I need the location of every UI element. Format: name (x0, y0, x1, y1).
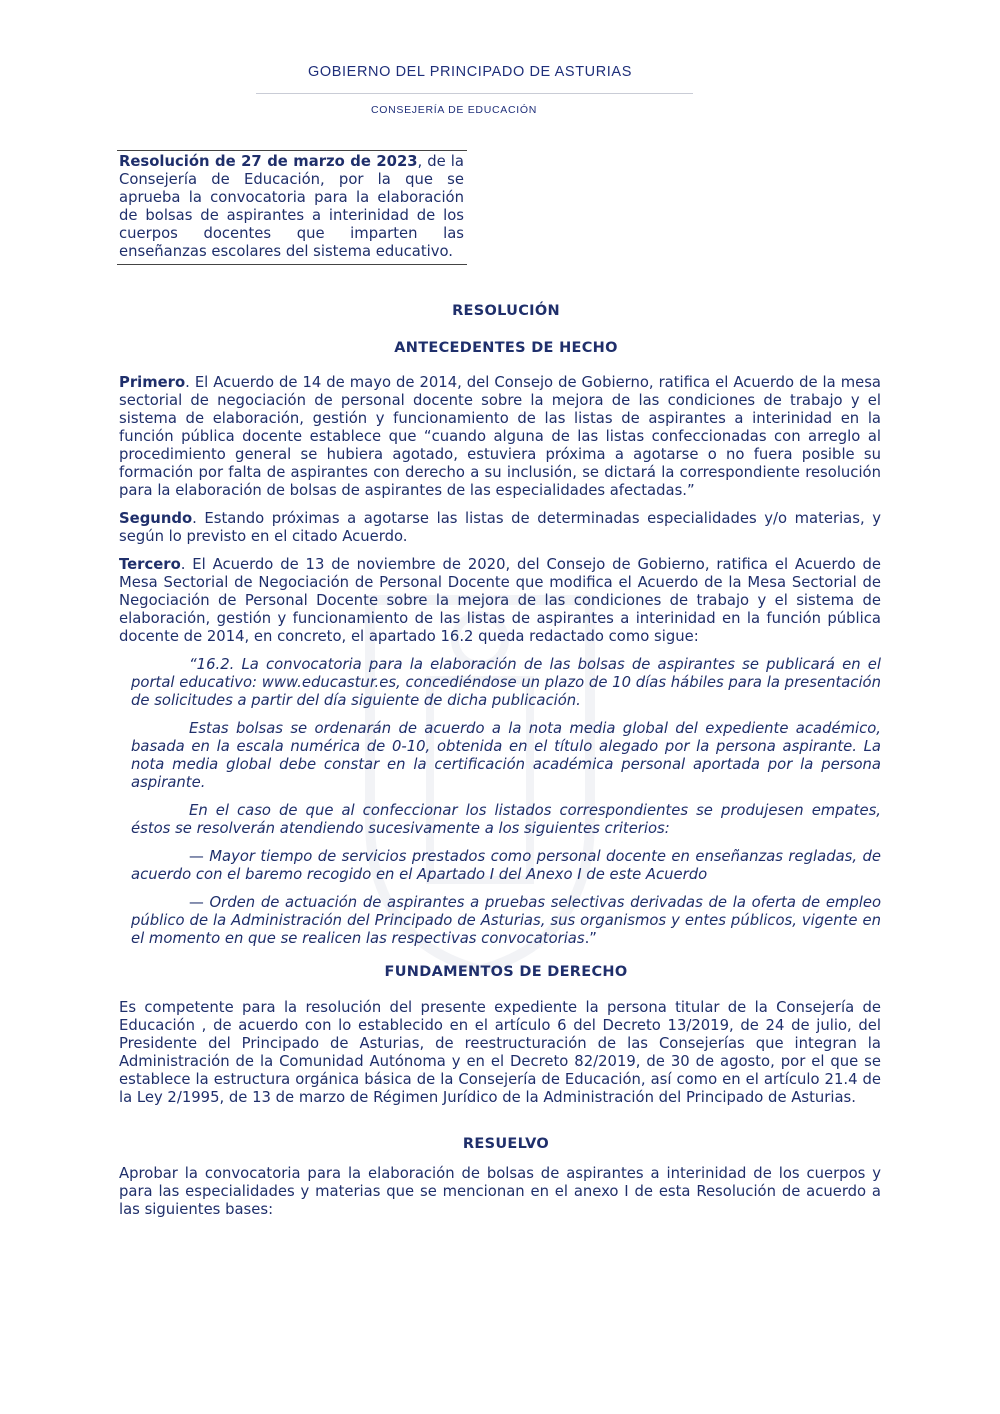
tercero-text: . El Acuerdo de 13 de noviembre de 2020, del Consejo de Gobierno, ratifica el Acuerdo de Mesa Sectorial de Negociación de Personal Docente que modifica el Acuerdo de la Mesa Sectorial de Negociación de Personal Docente sobre la mejora de las condiciones de trabajo y el sistema de elaboración, gestión y funcionamiento de las listas de aspirantes a interinidad en la función pública docente de 2014, en concreto, el apartado 16.2 queda redactado como sigue: (119, 556, 881, 645)
paragraph-tercero (119, 556, 881, 646)
paragraph-segundo (119, 510, 881, 546)
antecedentes-section (119, 374, 881, 958)
criterion-dash: — (189, 894, 204, 911)
heading-fundamentos: FUNDAMENTOS DE DERECHO (384, 964, 628, 980)
criterion-1-text: Mayor tiempo de servicios prestados como personal docente en enseñanzas regladas, de acuerdo con el baremo recogido en el Apartado I del Anexo I de este Acuerdo (131, 848, 881, 883)
government-header: GOBIERNO DEL PRINCIPADO DE ASTURIAS (308, 64, 632, 80)
quote-paragraph-1: “16.2. La convocatoria para la elaboración de las bolsas de aspirantes se publicará en el portal educativo: www.educastur.es, concediéndose un plazo de 10 días hábiles para la presentación de solicitudes a partir del día siguiente de dicha publicación. (131, 656, 881, 709)
criterion-2-text: Orden de actuación de aspirantes a pruebas selectivas derivadas de la oferta de empleo público de la Administración del Principado de Asturias, sus organismos y entes públicos, vigente en el momento en que se realicen las respectivas convocatorias (131, 894, 881, 947)
summary-title: Resolución de 27 de marzo de 2023 (119, 153, 418, 170)
heading-resolucion: RESOLUCIÓN (452, 303, 560, 319)
resuelvo-paragraph: Aprobar la convocatoria para la elaboración de bolsas de aspirantes a interinidad de los cuerpos y para las especialidades y materias que se mencionan en el anexo I de esta Resolución de acuerdo a las siguientes bases: (119, 1165, 881, 1218)
quote-criterion-1 (131, 848, 881, 884)
fundamentos-paragraph: Es competente para la resolución del presente expediente la persona titular de la Consejería de Educación , de acuerdo con lo establecido en el artículo 6 del Decreto 13/2019, de 24 de julio, del Presidente del Principado de Asturias, de reestructuración de las Consejerías que integran la Administración de la Comunidad Autónoma y en el Decreto 82/2019, de 30 de agosto, por el que se establece la estructura orgánica básica de la Consejería de Educación, así como en el artículo 21.4 de la Ley 2/1995, de 13 de marzo de Régimen Jurídico de la Administración del Principado de Asturias. (119, 999, 881, 1106)
primero-label: Primero (119, 374, 186, 391)
heading-resuelvo: RESUELVO (462, 1136, 550, 1152)
quote-paragraph-3: En el caso de que al confeccionar los listados correspondientes se produjesen empates, éstos se resolverán atendiendo sucesivamente a los siguientes criterios: (131, 802, 881, 837)
quote-paragraph-2: Estas bolsas se ordenarán de acuerdo a la nota media global del expediente académico, basada en la escala numérica de 0-10, obtenida en el título alegado por la persona aspirante. La nota media global debe constar en la certificación académica personal aportada por la persona aspirante. (131, 720, 881, 791)
tercero-label: Tercero (119, 556, 181, 573)
department-header: CONSEJERÍA DE EDUCACIÓN (370, 104, 538, 116)
segundo-label: Segundo (119, 510, 193, 527)
resolution-summary-box (117, 150, 467, 265)
quote-criterion-2 (131, 894, 881, 948)
summary-text: , de la Consejería de Educación, por la que se aprueba la convocatoria para la elaboración de bolsas de aspirantes a interinidad de los cuerpos docentes que imparten las enseñanzas escolares del sistema educativo. (119, 153, 464, 260)
segundo-text: . Estando próximas a agotarse las listas de determinadas especialidades y/o materias, y según lo previsto en el citado Acuerdo. (119, 510, 881, 545)
primero-text: . El Acuerdo de 14 de mayo de 2014, del Consejo de Gobierno, ratifica el Acuerdo de la mesa sectorial de negociación de personal docente sobre la mejora de las condiciones de trabajo y el sistema de elaboración, gestión y funcionamiento de las listas de aspirantes a interinidad en la función pública docente establece que “cuando alguna de las listas confeccionadas con arreglo al procedimiento general se hubiera agotado, estuviera próxima a agotarse o no fuera posible su formación por falta de aspirantes con derecho a su inclusión, se dictará la correspondiente resolución para la elaboración de bolsas de aspirantes de las especialidades afectadas.” (119, 374, 881, 499)
header-divider (256, 93, 693, 94)
heading-antecedentes: ANTECEDENTES DE HECHO (394, 340, 618, 356)
criterion-dash: — (189, 848, 204, 865)
paragraph-primero (119, 374, 881, 500)
quote-close: .” (584, 930, 597, 947)
